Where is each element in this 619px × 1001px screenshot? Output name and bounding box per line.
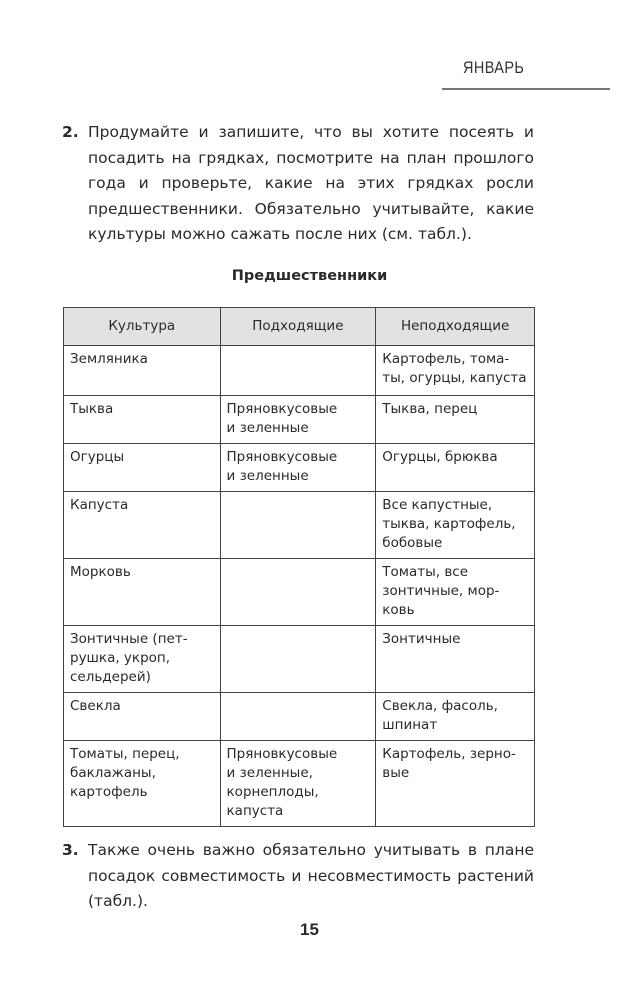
unsuitable-cell: Зонтичные	[376, 626, 535, 693]
unsuitable-cell: Картофель, зерно- вые	[376, 741, 535, 827]
suitable-cell: Пряновкусовые и зеленные	[220, 444, 376, 492]
header-rule	[442, 88, 610, 90]
table-row	[64, 492, 535, 559]
culture-cell: Земляника	[64, 346, 221, 396]
unsuitable-cell: Огурцы, брюква	[376, 444, 535, 492]
unsuitable-cell: Свекла, фасоль, шпинат	[376, 693, 535, 741]
culture-cell: Зонтичные (пет- рушка, укроп, сельдерей)	[64, 626, 221, 693]
item-text: Также очень важно обязательно учитывать в плане посадок совместимость и несовместимость растений (табл.).	[88, 841, 534, 910]
culture-cell: Томаты, перец, баклажаны, картофель	[64, 741, 221, 827]
table-row	[64, 396, 535, 444]
suitable-cell: Пряновкусовые и зеленные	[220, 396, 376, 444]
unsuitable-cell: Все капустные, тыква, картофель, бобовые	[376, 492, 535, 559]
unsuitable-cell: Томаты, все зонтичные, мор- ковь	[376, 559, 535, 626]
column-header: Неподходящие	[376, 308, 535, 346]
table-row	[64, 693, 535, 741]
culture-cell: Тыква	[64, 396, 221, 444]
table-row	[64, 346, 535, 396]
table-row	[64, 626, 535, 693]
predecessors-table	[63, 307, 535, 827]
running-head: ЯНВАРЬ	[463, 58, 525, 77]
culture-cell: Огурцы	[64, 444, 221, 492]
item-number: 2.	[62, 123, 79, 141]
table-header-row	[64, 308, 535, 346]
culture-cell: Морковь	[64, 559, 221, 626]
list-item-3	[62, 838, 534, 915]
suitable-cell	[220, 693, 376, 741]
list-item-2	[62, 120, 534, 248]
culture-cell: Капуста	[64, 492, 221, 559]
table-title: Предшественники	[231, 268, 388, 284]
table-row	[64, 559, 535, 626]
item-text: Продумайте и запишите, что вы хотите посеять и посадить на грядках, посмотрите на план прошлого года и проверьте, какие на этих грядках росли предшественники. Обязательно учитывайте, какие культуры можно сажать после них (см. табл.).	[88, 123, 534, 243]
column-header: Подходящие	[220, 308, 376, 346]
item-number: 3.	[62, 841, 79, 859]
suitable-cell	[220, 346, 376, 396]
table-row	[64, 741, 535, 827]
culture-cell: Свекла	[64, 693, 221, 741]
suitable-cell	[220, 492, 376, 559]
page-number: 15	[300, 920, 319, 939]
suitable-cell: Пряновкусовые и зеленные, корнеплоды, капуста	[220, 741, 376, 827]
unsuitable-cell: Тыква, перец	[376, 396, 535, 444]
table-row	[64, 444, 535, 492]
unsuitable-cell: Картофель, тома- ты, огурцы, капуста	[376, 346, 535, 396]
column-header: Культура	[64, 308, 221, 346]
suitable-cell	[220, 559, 376, 626]
suitable-cell	[220, 626, 376, 693]
